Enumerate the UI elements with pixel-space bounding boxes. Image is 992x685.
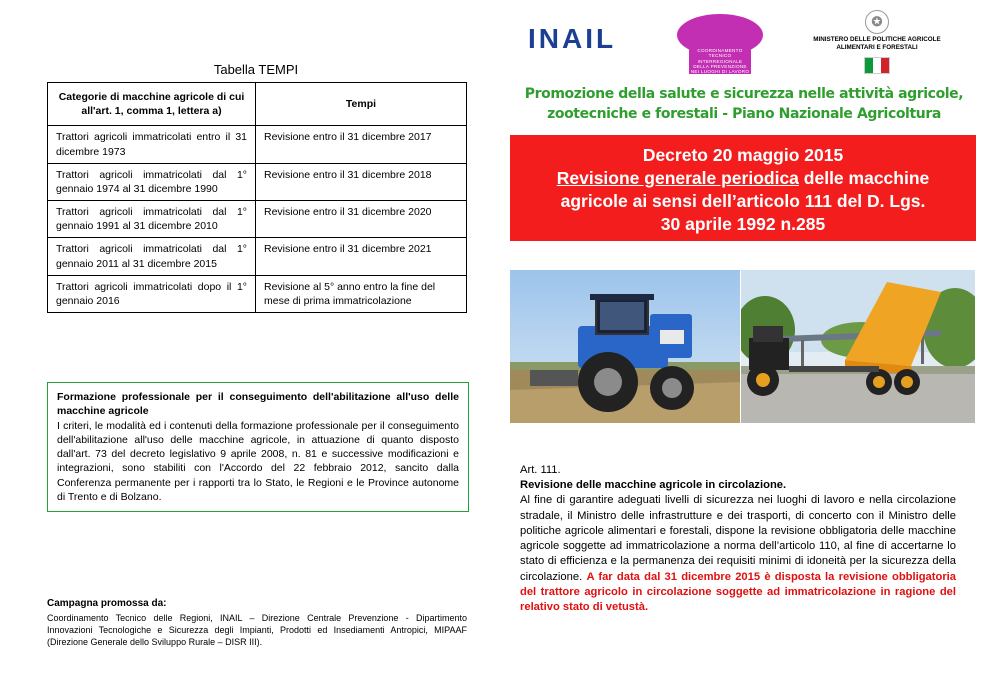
coordinamento-line: DELLA PREVENZIONE — [689, 64, 751, 69]
campagna-title: Campagna promossa da: — [47, 598, 167, 609]
decree-title: Decreto 20 maggio 2015 — [642, 145, 844, 165]
table-row — [48, 126, 467, 163]
formazione-box — [47, 382, 469, 512]
tractor-photo — [510, 270, 740, 423]
ministero-line2: ALIMENTARI E FORESTALI — [836, 43, 918, 51]
article-end: . — [644, 601, 649, 614]
table-cell-tempi: Revisione entro il 31 dicembre 2021 — [256, 238, 467, 275]
formazione-body: I criteri, le modalità ed i contenuti della formazione professionale per il conseguimento dell'abilitazione all'uso delle macchine agricole, in attuazione di quanto disposto dall'art. 73 del decreto legislativo 9 aprile 2008, n. 81 e successive modificazioni e integrazioni, sono stabiliti con l'Accordo del 22 febbraio 2012, sancito dalla Conferenza permanente per i rapporti tra lo Stato, le Regioni e le Province autonome di Trento e di Bolzano. — [57, 419, 459, 503]
table-cell-category: Trattori agricoli immatricolati dopo il 1° gennaio 2016 — [48, 275, 256, 312]
trailer-photo — [741, 270, 975, 423]
campagna-body: Coordinamento Tecnico delle Regioni, INAIL – Direzione Centrale Prevenzione - Dipartimento Innovazioni Tecnologiche e Sicurezza degli Impianti, Prodotti ed Insediamenti Antropici, MIPAAF (Direzione Generale dello Sviluppo Rurale – DISR III). — [47, 612, 467, 647]
decree-line3: agricole ai sensi dell’articolo 111 del D. Lgs. — [560, 191, 926, 212]
tempi-table — [47, 82, 467, 313]
italian-flag-icon — [864, 57, 890, 74]
table-header-row — [48, 83, 467, 126]
table-cell-tempi: Revisione al 5° anno entro la fine del mese di prima immatricolazione — [256, 275, 467, 312]
decree-underlined: Revisione generale periodica — [556, 168, 799, 189]
article-text — [520, 493, 956, 615]
table-row — [48, 238, 467, 275]
article-body: Al fine di garantire adeguati livelli di sicurezza nei luoghi di lavoro e nella circolazione stradale, il Ministro delle infrastrutture e dei trasporti, di concerto con il Ministro delle politiche agricole alimentari e forestali, dispone la revisione obbligatoria delle macchine agricole soggette ad immatricolazione a norma dell’articolo 110, al fine di accertarne lo stato di efficienza e la permanenza dei requisiti minimi di idoneità per la sicurezza della circolazione. — [520, 494, 956, 583]
table-cell-category: Trattori agricoli immatricolati entro il 31 dicembre 1973 — [48, 126, 256, 163]
table-row — [48, 163, 467, 200]
promo-line1: Promozione della salute e sicurezza nelle attività agricole, — [524, 86, 964, 102]
table-title: Tabella TEMPI — [213, 62, 299, 77]
inail-logo-text: INAIL — [528, 23, 617, 52]
table-cell-tempi: Revisione entro il 31 dicembre 2018 — [256, 163, 467, 200]
article-highlight: A far data dal 31 dicembre 2015 è disposta la revisione obbligatoria del trattore agricolo in circolazione soggette ad immatricolazione in ragione del relativo stato di vetustà — [520, 570, 957, 614]
table-header-tempi: Tempi — [256, 83, 467, 126]
republic-emblem-icon: ✪ — [865, 10, 889, 34]
decree-line4: 30 aprile 1992 n.285 — [660, 214, 826, 235]
article-title: Revisione delle macchine agricole in circolazione. — [520, 479, 787, 492]
promo-heading — [512, 84, 976, 125]
ministero-logo — [792, 10, 962, 74]
formazione-title: Formazione professionale per il conseguimento dell'abilitazione all'uso delle macchine agricole — [57, 391, 459, 418]
table-cell-category: Trattori agricoli immatricolati dal 1° gennaio 2011 al 31 dicembre 2015 — [48, 238, 256, 275]
campagna-section — [47, 597, 467, 648]
coordinamento-line: TECNICO — [689, 53, 751, 58]
table-cell-tempi: Revisione entro il 31 dicembre 2017 — [256, 126, 467, 163]
table-header-category: Categorie di macchine agricole di cui all'art. 1, comma 1, lettera a) — [48, 83, 256, 126]
decree-subtitle-line — [510, 167, 976, 190]
coordinamento-logo — [677, 14, 763, 78]
decree-line2-rest: delle macchine — [798, 168, 930, 189]
article-111 — [520, 463, 956, 615]
article-number: Art. 111. — [520, 464, 561, 476]
coordinamento-logo-text — [677, 48, 763, 74]
coordinamento-line: INTERREGIONALE — [689, 59, 751, 64]
ministero-line1: MINISTERO DELLE POLITICHE AGRICOLE — [813, 36, 941, 43]
coordinamento-line: COORDINAMENTO — [689, 48, 751, 53]
decree-header-box — [510, 135, 976, 241]
table-cell-category: Trattori agricoli immatricolati dal 1° gennaio 1991 al 31 dicembre 2010 — [48, 201, 256, 238]
table-row — [48, 201, 467, 238]
coordinamento-line: NEI LUOGHI DI LAVORO — [690, 69, 750, 75]
inail-logo — [528, 22, 640, 52]
promo-line2: zootecniche e forestali - Piano Nazionale Agricoltura — [547, 106, 941, 123]
table-row — [48, 275, 467, 312]
table-cell-category: Trattori agricoli immatricolati dal 1° gennaio 1974 al 31 dicembre 1990 — [48, 163, 256, 200]
table-cell-tempi: Revisione entro il 31 dicembre 2020 — [256, 201, 467, 238]
